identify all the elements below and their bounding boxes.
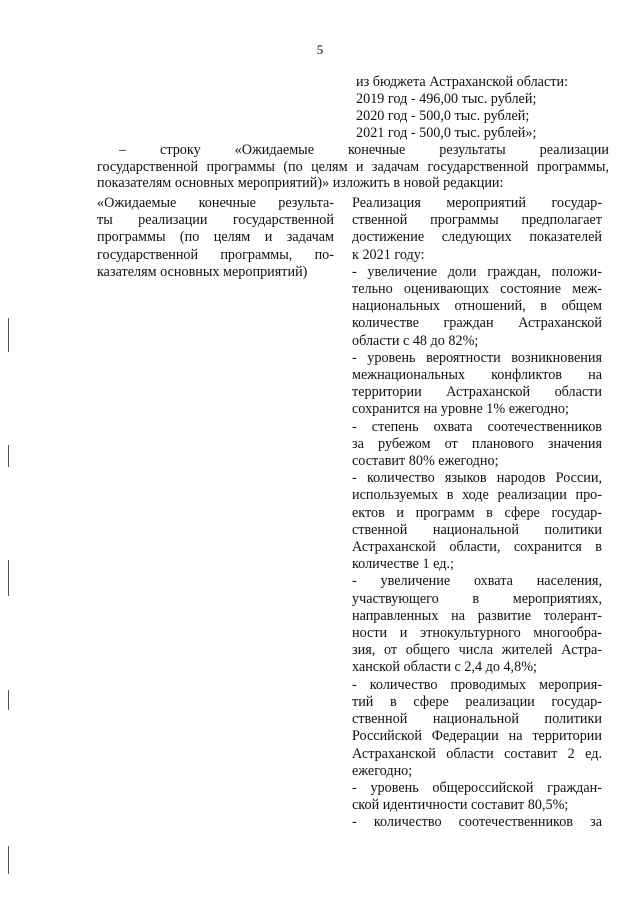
result-line: межнациональных конфликтов на — [352, 367, 602, 384]
result-line: ектов и программ в сфере государ- — [352, 504, 602, 521]
scan-margin-mark — [8, 846, 9, 874]
budget-line: 2019 год - 496,00 тыс. рублей; — [356, 91, 537, 107]
scan-margin-mark — [8, 318, 9, 352]
instruction-line: государственной программы (по целям и задачам государственной программы, — [97, 158, 609, 175]
result-line: количестве граждан Астраханской — [352, 315, 602, 332]
budget-line: 2020 год - 500,0 тыс. рублей; — [356, 108, 530, 124]
result-line: за рубежом от планового значения — [352, 435, 602, 452]
result-line: ственной программы предполагает — [352, 212, 602, 229]
result-line: - количество соотечественников за — [352, 814, 602, 831]
instruction-word: «Ожидаемые — [234, 142, 315, 158]
result-line: ханской области с 2,4 до 4,8%; — [352, 659, 537, 676]
scan-margin-mark — [8, 445, 9, 467]
instruction-word: конечные — [347, 142, 406, 158]
result-line: ственной национальной политики — [352, 711, 602, 728]
result-line: - количество проводимых мероприя- — [352, 676, 602, 693]
result-line: к 2021 году: — [352, 246, 425, 263]
result-line: тельно оценивающих состояние меж- — [352, 281, 602, 298]
page-number: 5 — [316, 42, 324, 57]
result-line: Российской Федерации на территории — [352, 728, 602, 745]
budget-line: из бюджета Астраханской области: — [356, 74, 569, 90]
result-line: - степень охвата соотечественников — [352, 418, 602, 435]
instruction-word: результаты — [439, 142, 506, 158]
scan-margin-mark — [8, 690, 9, 710]
result-line: - увеличение доли граждан, положи- — [352, 263, 602, 280]
result-line: используемых в ходе реализации про- — [352, 487, 602, 504]
result-line: ности и этнокультурного многообра- — [352, 625, 602, 642]
result-line: - уровень вероятности возникновения — [352, 349, 602, 366]
label-line: «Ожидаемые конечные результа- — [97, 195, 334, 211]
budget-line: 2021 год - 500,0 тыс. рублей»; — [356, 125, 537, 141]
instruction-word: строку — [160, 142, 201, 158]
label-line: программы (по целям и задачам — [97, 229, 334, 246]
instruction-paragraph — [97, 142, 609, 192]
result-line: Астраханской области составит 2 ед. — [352, 745, 602, 762]
result-line: области с 48 до 82%; — [352, 332, 479, 349]
result-line: зия, от общего числа жителей Астра- — [352, 642, 602, 659]
result-line: территории Астраханской области — [352, 384, 602, 401]
result-line: сохранится на уровне 1% ежегодно; — [352, 401, 569, 418]
result-line: направленных на развитие толерант- — [352, 607, 602, 624]
budget-block — [356, 74, 626, 142]
instruction-word: реализации — [539, 142, 609, 158]
expected-results-column — [352, 195, 602, 832]
result-line: достижение следующих показателей — [352, 229, 602, 246]
label-line: ты реализации государственной — [97, 212, 334, 229]
result-line: - уровень общероссийской граждан- — [352, 779, 602, 796]
instruction-line — [97, 142, 609, 159]
label-line: казателям основных мероприятий) — [97, 263, 308, 280]
result-line: количестве 1 ед.; — [352, 556, 454, 573]
result-line: участвующего в мероприятиях, — [352, 590, 602, 607]
result-line: Астраханской области, сохранится в — [352, 539, 602, 556]
result-line: ственной национальной политики — [352, 521, 602, 538]
instruction-line: показателям основных мероприятий)» изложить в новой редакции: — [97, 175, 504, 191]
instruction-word: – — [119, 142, 127, 158]
label-line: государственной программы, по- — [97, 246, 334, 263]
result-line: Реализация мероприятий государ- — [352, 195, 602, 211]
result-line: - количество языков народов России, — [352, 470, 602, 487]
result-line: национальных отношений, в общем — [352, 298, 602, 315]
result-line: ежегодно; — [352, 762, 413, 779]
scan-margin-mark — [8, 560, 9, 596]
result-line: ской идентичности составит 80,5%; — [352, 797, 569, 814]
result-line: составит 80% ежегодно; — [352, 453, 499, 470]
row-label-column — [97, 195, 334, 281]
result-line: - увеличение охвата населения, — [352, 573, 602, 590]
result-line: тий в сфере реализации государ- — [352, 693, 602, 710]
